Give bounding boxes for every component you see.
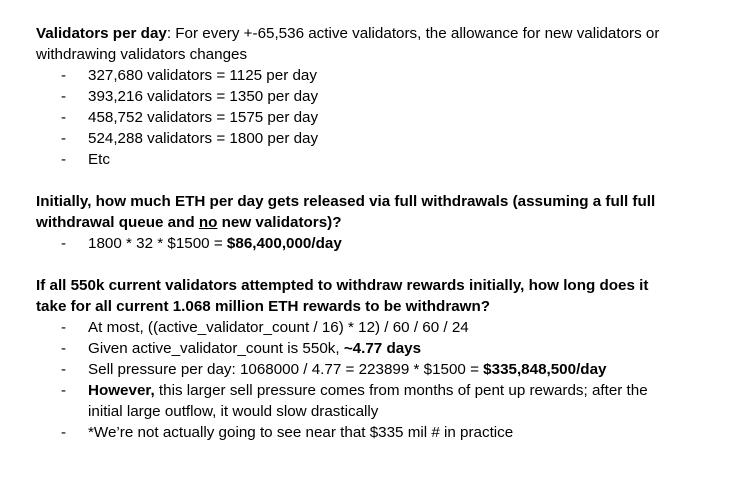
validators-per-day-intro: : For every +-65,536 active validators, the allowance for new validators or [166,25,660,42]
rewards-withdrawal-answer-list [36,317,736,443]
list-item-text: 327,680 validators = 1125 per day [88,67,317,84]
list-item-text: 458,752 validators = 1575 per day [88,109,319,126]
list-item-text-cont: initial large outflow, it would slow drastically [88,403,379,420]
validators-per-day-intro-cont: withdrawing validators changes [36,46,248,63]
list-item-text: Etc [88,151,110,168]
list-item [36,359,736,380]
bullet-dash: - [61,340,67,357]
list-item-text: At most, ((active_validator_count / 16) * 12) / 60 / 60 / 24 [88,319,469,336]
list-item-text: *We’re not actually going to see near that $335 mil # in practice [88,424,514,441]
validator-allowance-list [36,65,736,170]
paragraph-spacer [36,170,736,191]
question-text: If all 550k current validators attempted to withdraw rewards initially, how long does it [36,277,649,294]
list-item-text: 1800 * 32 * $1500 = [88,235,227,252]
list-item [36,107,736,128]
validators-per-day-paragraph [36,23,736,65]
bullet-dash: - [61,361,67,378]
validators-per-day-heading: Validators per day [36,25,167,42]
bullet-dash: - [61,130,67,147]
however-label: However, [88,382,155,399]
bullet-dash: - [61,424,67,441]
bullet-dash: - [61,67,67,84]
bullet-dash: - [61,151,67,168]
list-item [36,422,736,443]
bullet-dash: - [61,109,67,126]
bullet-dash: - [61,88,67,105]
bullet-dash: - [61,382,67,399]
list-item [36,128,736,149]
rewards-withdrawal-question [36,275,736,317]
question-text: new validators)? [217,214,342,231]
list-item [36,86,736,107]
question-text: take for all current 1.068 million ETH rewards to be withdrawn? [36,298,491,315]
list-item-text: 393,216 validators = 1350 per day [88,88,319,105]
list-item [36,233,736,254]
bullet-dash: - [61,235,67,252]
bullet-dash: - [61,319,67,336]
list-item-text: Given active_validator_count is 550k, [88,340,344,357]
days-result: ~4.77 days [343,340,422,357]
list-item [36,338,736,359]
paragraph-spacer [36,254,736,275]
list-item [36,149,736,170]
eth-per-day-answer-list [36,233,736,254]
list-item [36,380,736,422]
eth-per-day-question [36,191,736,233]
list-item [36,317,736,338]
question-text: withdrawal queue and [36,214,199,231]
eth-per-day-result: $86,400,000/day [226,235,342,252]
list-item-text: 524,288 validators = 1800 per day [88,130,319,147]
question-text: Initially, how much ETH per day gets released via full withdrawals (assuming a full full [36,193,656,210]
document-body [36,23,736,443]
underlined-no: no [198,214,218,231]
list-item [36,65,736,86]
list-item-text: Sell pressure per day: 1068000 / 4.77 = 223899 * $1500 = [88,361,484,378]
list-item-text: this larger sell pressure comes from months of pent up rewards; after the [154,382,648,399]
sell-pressure-result: $335,848,500/day [483,361,607,378]
